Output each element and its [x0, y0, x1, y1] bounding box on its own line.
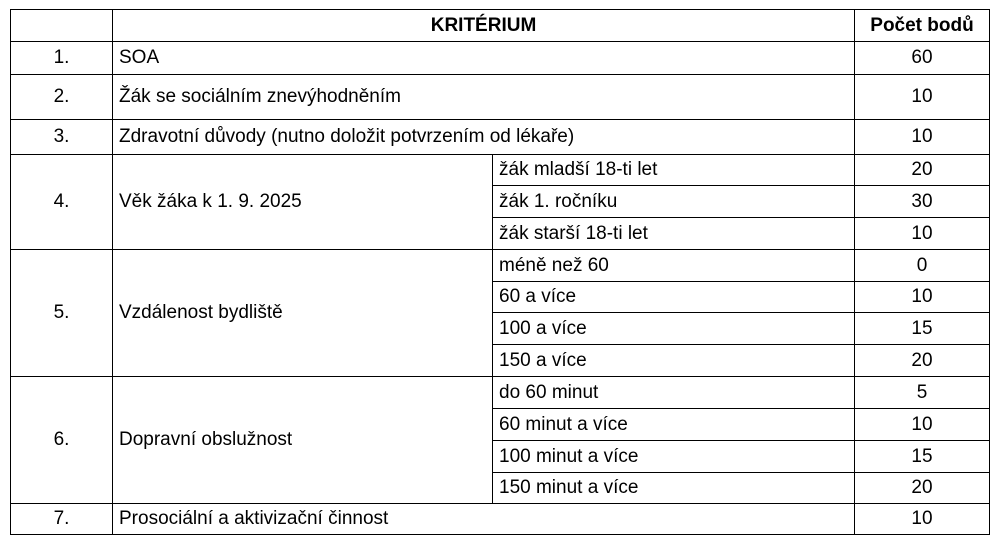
row-points: 10	[855, 504, 990, 535]
sub-points: 20	[855, 155, 990, 186]
row-number: 2.	[11, 75, 113, 120]
row-criterion: Prosociální a aktivizační činnost	[113, 504, 855, 535]
sub-points: 10	[855, 409, 990, 441]
row-number: 6.	[11, 377, 113, 504]
sub-criterion: 100 a více	[493, 313, 855, 345]
row-criterion: SOA	[113, 42, 855, 75]
table-row	[11, 377, 990, 409]
sub-criterion: 100 minut a více	[493, 441, 855, 473]
sub-points: 30	[855, 186, 990, 218]
criteria-table	[10, 9, 990, 535]
row-criterion: Vzdálenost bydliště	[113, 250, 493, 377]
sub-points: 20	[855, 345, 990, 377]
row-criterion: Žák se sociálním znevýhodněním	[113, 75, 855, 120]
row-points: 10	[855, 120, 990, 155]
sub-criterion: žák mladší 18-ti let	[493, 155, 855, 186]
table-row	[11, 504, 990, 535]
row-number: 3.	[11, 120, 113, 155]
sub-criterion: 60 minut a více	[493, 409, 855, 441]
row-criterion: Věk žáka k 1. 9. 2025	[113, 155, 493, 250]
row-number: 7.	[11, 504, 113, 535]
row-points: 60	[855, 42, 990, 75]
table-row	[11, 155, 990, 186]
row-criterion: Dopravní obslužnost	[113, 377, 493, 504]
row-points: 10	[855, 75, 990, 120]
table-row	[11, 42, 990, 75]
row-number: 5.	[11, 250, 113, 377]
row-number: 4.	[11, 155, 113, 250]
table-row	[11, 250, 990, 282]
sub-points: 0	[855, 250, 990, 282]
table-row	[11, 120, 990, 155]
sub-criterion: 150 a více	[493, 345, 855, 377]
sub-points: 10	[855, 218, 990, 250]
sub-criterion: žák starší 18-ti let	[493, 218, 855, 250]
header-criterion: KRITÉRIUM	[113, 10, 855, 42]
sub-criterion: 60 a více	[493, 282, 855, 313]
table-row	[11, 75, 990, 120]
header-number	[11, 10, 113, 42]
sub-criterion: žák 1. ročníku	[493, 186, 855, 218]
sub-points: 15	[855, 313, 990, 345]
row-number: 1.	[11, 42, 113, 75]
header-points: Počet bodů	[855, 10, 990, 42]
row-criterion: Zdravotní důvody (nutno doložit potvrzením od lékaře)	[113, 120, 855, 155]
sub-points: 20	[855, 473, 990, 504]
sub-criterion: méně než 60	[493, 250, 855, 282]
sub-criterion: do 60 minut	[493, 377, 855, 409]
sub-criterion: 150 minut a více	[493, 473, 855, 504]
header-row	[11, 10, 990, 42]
sub-points: 15	[855, 441, 990, 473]
sub-points: 5	[855, 377, 990, 409]
sub-points: 10	[855, 282, 990, 313]
